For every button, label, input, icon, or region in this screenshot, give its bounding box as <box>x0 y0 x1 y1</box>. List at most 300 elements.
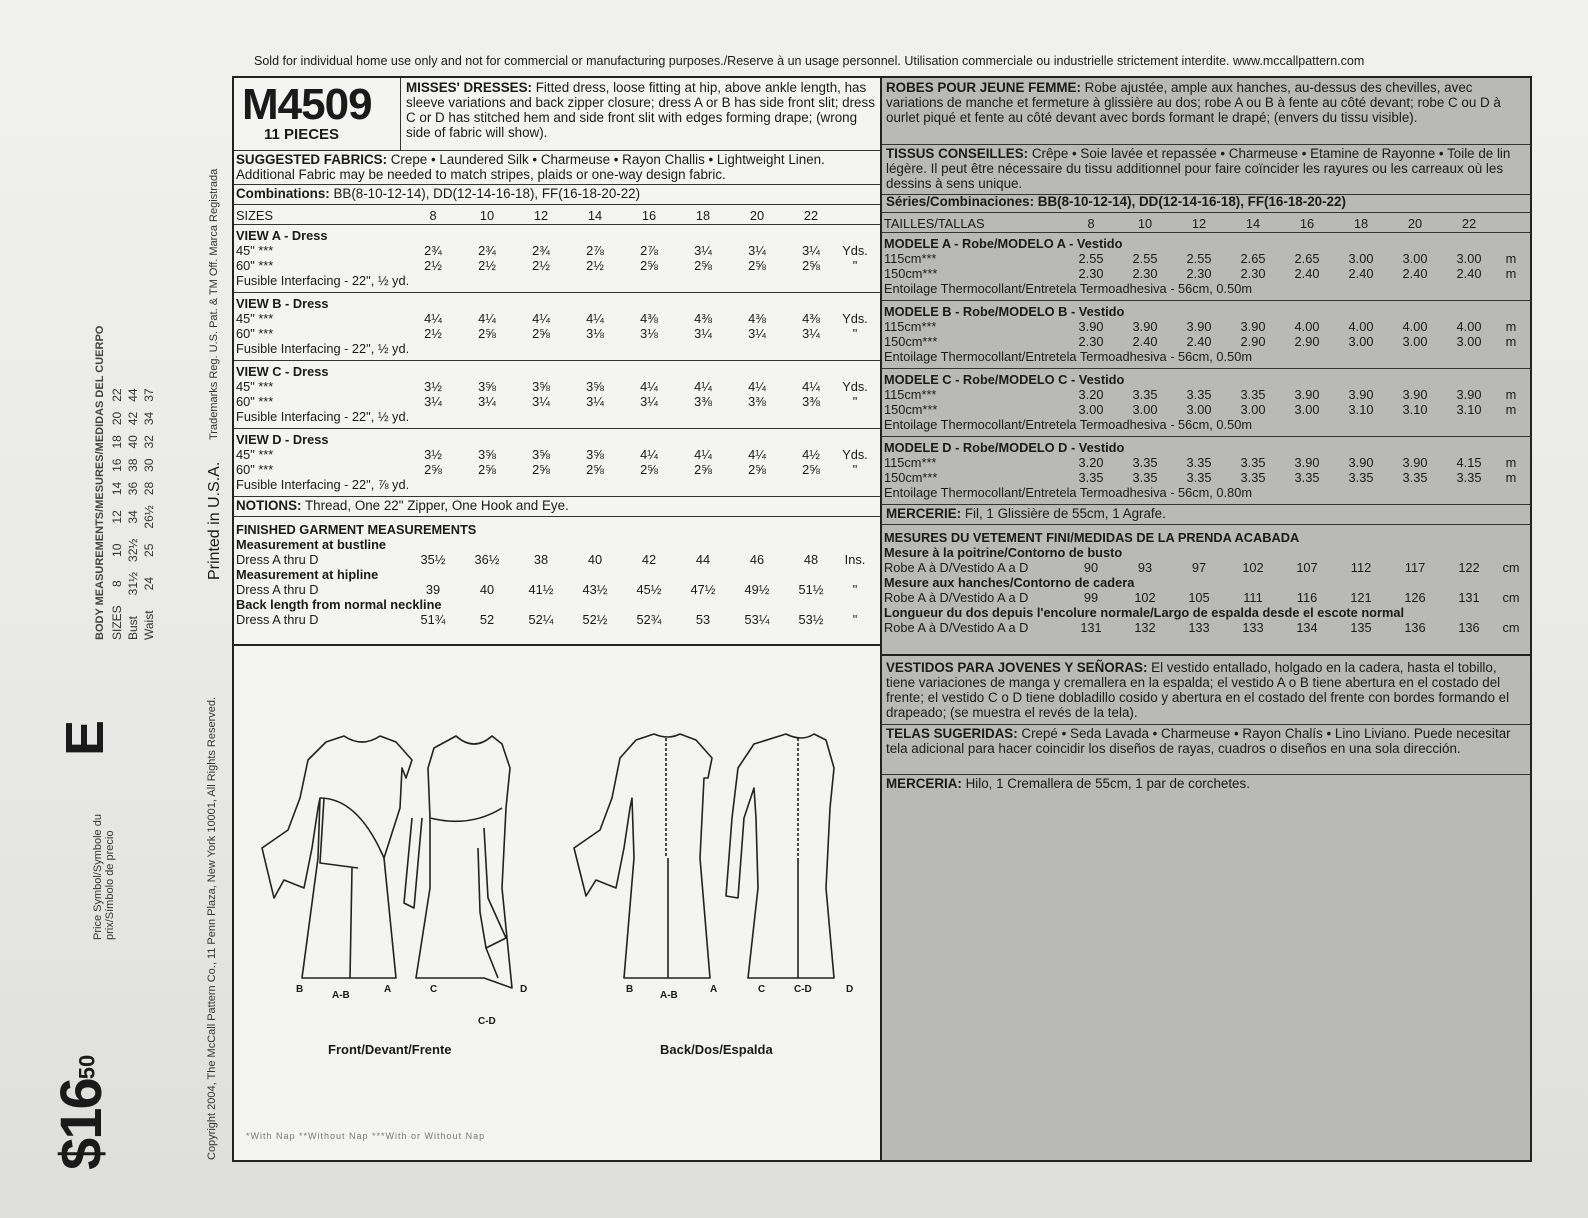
unit-label: cm <box>1502 560 1520 575</box>
measurement-cell: 105 <box>1188 590 1210 605</box>
yardage-cell: 4¼ <box>694 379 712 394</box>
metric-cell: 3.35 <box>1186 470 1212 485</box>
size-cell: 12 <box>533 208 549 223</box>
unit-label: Yds. <box>842 379 868 394</box>
model-title: MODELE B - Robe/MODELO B - Vestido <box>884 304 1125 319</box>
yardage-cell: 3⅝ <box>532 379 550 394</box>
metric-cell: 2.40 <box>1132 334 1158 349</box>
yardage-cell: 2½ <box>586 258 604 273</box>
yardage-cell: 4¼ <box>640 379 658 394</box>
yardage-cell: 3⅜ <box>694 394 712 409</box>
yardage-cell: 2⅝ <box>748 258 766 273</box>
dress-line-drawings <box>234 648 880 1160</box>
fr-fabrics-text: Crêpe • Soie lavée et repassée • Charmeuse • Etamine de Rayonne • Toile de lin légère. Il peut être nécessaire du tissu additionnel pour faire coïncider les rayures ou les carreaux où les dessins à sens unique. <box>886 146 1511 191</box>
view-a-block <box>234 226 880 293</box>
metric-row <box>884 402 1526 417</box>
yardage-cell: 3⅝ <box>586 379 604 394</box>
metric-cell: 4.15 <box>1456 455 1482 470</box>
yardage-cell: 4¼ <box>748 447 766 462</box>
description-title: MISSES' DRESSES: <box>406 80 532 95</box>
size-cell: 10 <box>1137 216 1153 231</box>
fabrics-title: SUGGESTED FABRICS: <box>236 152 388 167</box>
yardage-row <box>236 379 872 394</box>
metric-cell: 3.90 <box>1186 319 1212 334</box>
unit-label: " <box>852 462 858 477</box>
fr-model-b <box>882 302 1530 369</box>
yardage-cell: 3¼ <box>478 394 496 409</box>
metric-cell: 3.10 <box>1402 402 1428 417</box>
measurement-cell: 93 <box>1137 560 1153 575</box>
metric-cell: 4.00 <box>1348 319 1374 334</box>
yardage-cell: 2½ <box>424 258 442 273</box>
body-cell: 28 <box>142 481 156 496</box>
metric-cell: 2.30 <box>1078 334 1104 349</box>
measurement-cell: 131 <box>1080 620 1102 635</box>
measurement-cell: 102 <box>1134 590 1156 605</box>
yardage-cell: 3¼ <box>640 394 658 409</box>
yardage-cell: 3¼ <box>424 394 442 409</box>
yardage-cell: 3⅝ <box>532 447 550 462</box>
metric-cell: 3.90 <box>1294 455 1320 470</box>
measurement-heading: Back length from normal neckline <box>236 597 442 612</box>
label-cd-back: C-D <box>794 984 812 995</box>
size-cell: 14 <box>1245 216 1261 231</box>
body-row-waist <box>142 384 156 644</box>
finished-title: FINISHED GARMENT MEASUREMENTS <box>236 522 477 537</box>
measurement-cell: 99 <box>1083 590 1099 605</box>
measurement-cell: 41½ <box>528 582 554 597</box>
fabric-width: 115cm*** <box>884 319 937 334</box>
measurement-heading: Mesure à la poitrine/Contorno de busto <box>884 545 1123 560</box>
french-spanish-panel <box>880 76 1532 1162</box>
measurement-cell: 40 <box>479 582 495 597</box>
metric-cell: 2.40 <box>1402 266 1428 281</box>
measurement-cell: 126 <box>1404 590 1426 605</box>
metric-cell: 2.30 <box>1078 266 1104 281</box>
measurement-cell: 38 <box>533 552 549 567</box>
metric-cell: 3.90 <box>1402 455 1428 470</box>
size-cell: 8 <box>429 208 437 223</box>
body-cell: 37 <box>142 388 156 402</box>
suggested-fabrics <box>234 152 880 185</box>
measurement-label: Dress A thru D <box>236 552 319 567</box>
unit-label: Yds. <box>842 311 868 326</box>
yardage-cell: 3⅝ <box>478 447 496 462</box>
measurement-row <box>884 560 1526 575</box>
label-c: C <box>430 984 438 995</box>
body-cell: 34 <box>142 411 156 426</box>
body-cell: 32½ <box>126 538 140 562</box>
fr-fabrics-title: TISSUS CONSEILLES: <box>886 146 1029 161</box>
measurement-cell: 131 <box>1458 590 1480 605</box>
yardage-cell: 3⅜ <box>748 394 766 409</box>
body-cell: 31½ <box>126 571 140 596</box>
yardage-cell: 3¼ <box>802 243 820 258</box>
metric-cell: 3.35 <box>1186 455 1212 470</box>
es-description-title: VESTIDOS PARA JOVENES Y SEÑORAS: <box>886 660 1148 675</box>
yardage-cell: 4⅜ <box>802 311 820 326</box>
finished-measurements <box>234 518 880 646</box>
body-cell: 25 <box>142 543 156 557</box>
body-cell: 10 <box>110 543 124 557</box>
label-c-back: C <box>758 984 766 995</box>
front-dress-cd <box>404 736 512 988</box>
measurement-row <box>884 620 1526 635</box>
measurement-cell: 117 <box>1404 560 1426 575</box>
measurement-cell: 136 <box>1458 620 1480 635</box>
yardage-cell: 3¼ <box>694 326 712 341</box>
price-symbol-letter: E <box>55 719 115 756</box>
measurement-cell: 52¾ <box>636 612 662 627</box>
yardage-cell: 4¼ <box>694 447 712 462</box>
measurement-cell: 116 <box>1296 590 1318 605</box>
fabric-width: 150cm*** <box>884 402 938 417</box>
measurement-cell: 46 <box>749 552 765 567</box>
measurement-cell: 53¼ <box>744 612 770 627</box>
view-c-block <box>234 362 880 429</box>
measurement-cell: 44 <box>695 552 711 567</box>
unit-label: m <box>1505 455 1517 470</box>
size-cell: 14 <box>587 208 603 223</box>
unit-label: cm <box>1502 620 1520 635</box>
combinations <box>234 186 880 205</box>
interfacing-note: Entoilage Thermocollant/Entretela Termoadhesiva - 56cm, 0.50m <box>884 281 1252 296</box>
yardage-cell: 2½ <box>424 326 442 341</box>
yardage-cell: 3⅜ <box>802 394 820 409</box>
view-b-block <box>234 294 880 361</box>
price-cents: 50 <box>74 1054 100 1080</box>
fabric-width: 60" *** <box>236 326 274 341</box>
measurement-cell: 51¾ <box>420 612 446 627</box>
yardage-cell: 3⅝ <box>586 447 604 462</box>
measurement-cell: 90 <box>1083 560 1099 575</box>
yardage-cell: 4¼ <box>640 447 658 462</box>
yardage-row <box>236 326 872 341</box>
es-fabrics-text: Crepé • Seda Lavada • Charmeuse • Rayon Chalís • Lino Liviano. Puede necesitar tela adicional para hacer coincidir los diseños de rayas, cuadros o diseños en una sola dirección. <box>886 726 1511 756</box>
size-cell: 22 <box>803 208 819 223</box>
measurement-cell: 35½ <box>420 552 446 567</box>
measurement-cell: 112 <box>1350 560 1372 575</box>
yardage-cell: 2⅝ <box>532 462 550 477</box>
view-title: VIEW D - Dress <box>236 432 329 447</box>
label-a-back: A <box>710 984 718 995</box>
measurement-cell: 133 <box>1188 620 1210 635</box>
metric-cell: 2.55 <box>1186 251 1212 266</box>
metric-cell: 3.10 <box>1348 402 1374 417</box>
yardage-cell: 4⅜ <box>694 311 712 326</box>
yardage-cell: 4¼ <box>748 379 766 394</box>
label-b-back: B <box>626 984 634 995</box>
yardage-cell: 4⅜ <box>748 311 766 326</box>
measurement-cell: 49½ <box>744 582 770 597</box>
measurement-cell: 133 <box>1242 620 1264 635</box>
fr-measures-title: MESURES DU VETEMENT FINI/MEDIDAS DE LA PRENDA ACABADA <box>884 530 1300 545</box>
interfacing-note: Fusible Interfacing - 22", ½ yd. <box>236 273 410 288</box>
es-merceria <box>886 776 1250 791</box>
yardage-cell: 2⅝ <box>694 462 712 477</box>
measurement-label: Robe A à D/Vestido A a D <box>884 590 1029 605</box>
unit-label: m <box>1505 387 1517 402</box>
merceria-text: Hilo, 1 Cremallera de 55cm, 1 par de corchetes. <box>961 776 1250 791</box>
fabric-width: 45" *** <box>236 243 274 258</box>
yardage-cell: 3¼ <box>694 243 712 258</box>
fr-mercerie <box>882 506 1530 525</box>
body-row-bust <box>126 384 140 644</box>
back-dress-ab <box>574 734 712 978</box>
size-cell: 20 <box>1407 216 1423 231</box>
metric-cell: 2.30 <box>1132 266 1158 281</box>
measurement-row <box>236 612 872 627</box>
unit-label: " <box>852 258 858 273</box>
body-cell: 32 <box>142 435 156 449</box>
metric-row <box>884 455 1526 470</box>
metric-cell: 3.35 <box>1132 470 1158 485</box>
size-cell: 10 <box>479 208 495 223</box>
fabric-width: 115cm*** <box>884 455 937 470</box>
yardage-row <box>236 243 872 258</box>
metric-cell: 4.00 <box>1294 319 1320 334</box>
metric-cell: 3.35 <box>1240 470 1266 485</box>
measurement-cell: 42 <box>641 552 657 567</box>
measurement-cell: 121 <box>1350 590 1372 605</box>
fabric-width: 115cm*** <box>884 251 937 266</box>
pattern-number: M4509 <box>242 80 372 129</box>
body-cell: 42 <box>126 411 140 426</box>
yardage-cell: 2¾ <box>478 243 496 258</box>
metric-cell: 3.35 <box>1402 470 1428 485</box>
printed-in: Printed in U.S.A. <box>206 461 223 580</box>
combinations-text: BB(8-10-12-14), DD(12-14-16-18), FF(16-18-20-22) <box>329 186 641 201</box>
unit-label: m <box>1505 470 1517 485</box>
metric-cell: 3.35 <box>1132 455 1158 470</box>
front-caption: Front/Devant/Frente <box>328 1042 452 1057</box>
metric-cell: 3.90 <box>1240 319 1266 334</box>
measurement-label: Dress A thru D <box>236 582 319 597</box>
unit-label: m <box>1505 402 1517 417</box>
metric-cell: 3.00 <box>1294 402 1320 417</box>
metric-cell: 3.35 <box>1240 387 1266 402</box>
unit-label: Yds. <box>842 447 868 462</box>
measurement-cell: 45½ <box>636 582 662 597</box>
interfacing-note: Fusible Interfacing - 22", ½ yd. <box>236 341 410 356</box>
notions-text: Thread, One 22" Zipper, One Hook and Eye. <box>301 498 569 513</box>
body-row-label: Waist <box>142 610 156 640</box>
metric-cell: 3.10 <box>1456 402 1482 417</box>
metric-cell: 2.30 <box>1240 266 1266 281</box>
metric-cell: 3.35 <box>1294 470 1320 485</box>
fr-sizes-row <box>882 214 1530 233</box>
yardage-row <box>236 258 872 273</box>
metric-cell: 3.00 <box>1402 334 1428 349</box>
size-cell: 8 <box>1087 216 1095 231</box>
fabric-width: 150cm*** <box>884 334 938 349</box>
es-fabrics-title: TELAS SUGERIDAS: <box>886 726 1018 741</box>
metric-cell: 3.20 <box>1078 455 1104 470</box>
body-cell: 8 <box>110 580 124 587</box>
sizes-label: SIZES <box>236 208 273 223</box>
yardage-cell: 4½ <box>802 447 820 462</box>
body-measurements-heading: BODY MEASUREMENTS/MESURES/MEDIDAS DEL CUERPO <box>94 325 106 640</box>
measurement-label: Dress A thru D <box>236 612 319 627</box>
body-cell: 38 <box>126 458 140 472</box>
metric-cell: 4.00 <box>1456 319 1482 334</box>
metric-cell: 2.55 <box>1078 251 1104 266</box>
fr-sizes-label: TAILLES/TALLAS <box>884 216 985 231</box>
measurement-cell: 52 <box>479 612 495 627</box>
yardage-cell: 2⅝ <box>694 258 712 273</box>
interfacing-note: Entoilage Thermocollant/Entretela Termoadhesiva - 56cm, 0.80m <box>884 485 1252 500</box>
description-text: Fitted dress, loose fitting at hip, above ankle length, has sleeve variations and back zipper closure; dress A or B has side front slit; dress C or D has stitched hem and side front slit with edges forming drape; (wrong side of fabric will show). <box>406 80 875 140</box>
label-a: A <box>384 984 392 995</box>
yardage-cell: 4¼ <box>424 311 442 326</box>
body-cell: 44 <box>126 388 140 402</box>
yardage-cell: 2⅞ <box>586 243 604 258</box>
yardage-cell: 2⅝ <box>748 462 766 477</box>
fabric-width: 45" *** <box>236 379 274 394</box>
metric-cell: 3.00 <box>1456 251 1482 266</box>
unit-label: m <box>1505 266 1517 281</box>
measurement-cell: 102 <box>1242 560 1264 575</box>
body-cell: 22 <box>110 388 124 402</box>
measurement-cell: 48 <box>803 552 819 567</box>
measurement-cell: 52½ <box>582 612 608 627</box>
yardage-cell: 2⅝ <box>640 462 658 477</box>
measurement-heading: Longueur du dos depuis l'encolure normale/Largo de espalda desde el escote normal <box>884 605 1405 620</box>
metric-cell: 3.35 <box>1240 455 1266 470</box>
fr-model-c <box>882 370 1530 437</box>
fabric-width: 115cm*** <box>884 387 937 402</box>
size-cell: 16 <box>1299 216 1315 231</box>
yardage-cell: 2⅝ <box>586 462 604 477</box>
metric-cell: 2.40 <box>1348 266 1374 281</box>
body-cell: 40 <box>126 435 140 449</box>
metric-cell: 2.55 <box>1132 251 1158 266</box>
metric-cell: 3.00 <box>1240 402 1266 417</box>
metric-cell: 3.35 <box>1348 470 1374 485</box>
view-d-block <box>234 430 880 497</box>
body-cell: 26½ <box>142 505 156 529</box>
yardage-cell: 2⅝ <box>640 258 658 273</box>
usage-note: Sold for individual home use only and not for commercial or manufacturing purposes./Reserve à un usage personnel. Utilisation commerciale ou industrielle strictement interdite. www.mccallpattern.com <box>254 54 1365 68</box>
body-cell: 18 <box>110 435 124 449</box>
metric-cell: 3.20 <box>1078 387 1104 402</box>
metric-cell: 4.00 <box>1402 319 1428 334</box>
metric-cell: 3.35 <box>1078 470 1104 485</box>
model-title: MODELE D - Robe/MODELO D - Vestido <box>884 440 1125 455</box>
measurement-cell: 53 <box>695 612 711 627</box>
mercerie-title: MERCERIE: <box>886 506 962 521</box>
metric-row <box>884 334 1526 349</box>
yardage-cell: 2⅝ <box>802 462 820 477</box>
unit-label: Ins. <box>844 552 866 567</box>
interfacing-note: Entoilage Thermocollant/Entretela Termoadhesiva - 56cm, 0.50m <box>884 417 1252 432</box>
metric-cell: 3.90 <box>1402 387 1428 402</box>
left-strip <box>40 80 230 1180</box>
model-title: MODELE A - Robe/MODELO A - Vestido <box>884 236 1123 251</box>
measurement-cell: 136 <box>1404 620 1426 635</box>
yardage-cell: 2⅝ <box>478 462 496 477</box>
merceria-title: MERCERIA: <box>886 776 962 791</box>
yardage-cell: 2¾ <box>532 243 550 258</box>
pieces-count: 11 PIECES <box>264 126 340 143</box>
yardage-cell: 2½ <box>478 258 496 273</box>
metric-cell: 2.65 <box>1294 251 1320 266</box>
metric-cell: 3.00 <box>1456 334 1482 349</box>
metric-cell: 3.00 <box>1348 334 1374 349</box>
measurement-row <box>884 590 1526 605</box>
fr-description-title: ROBES POUR JEUNE FEMME: <box>886 80 1081 95</box>
yardage-cell: 3¼ <box>802 326 820 341</box>
body-row-label: Bust <box>126 615 140 640</box>
metric-cell: 3.00 <box>1402 251 1428 266</box>
yardage-cell: 3½ <box>424 447 442 462</box>
measurement-cell: 135 <box>1350 620 1372 635</box>
metric-cell: 3.35 <box>1132 387 1158 402</box>
interfacing-note: Fusible Interfacing - 22", ⅞ yd. <box>236 477 410 492</box>
measurement-cell: 47½ <box>690 582 716 597</box>
unit-label: " <box>852 326 858 341</box>
yardage-cell: 3⅛ <box>640 326 658 341</box>
measurement-heading: Measurement at bustline <box>236 537 387 552</box>
price-value: $16 <box>49 1079 114 1170</box>
measurement-row <box>236 582 872 597</box>
es-fabrics <box>882 724 1530 775</box>
yardage-cell: 3¼ <box>586 394 604 409</box>
yardage-cell: 3½ <box>424 379 442 394</box>
measurement-cell: 122 <box>1458 560 1480 575</box>
yardage-cell: 2⅝ <box>424 462 442 477</box>
label-d: D <box>520 984 528 995</box>
metric-cell: 2.40 <box>1456 266 1482 281</box>
technical-drawings <box>234 648 880 1160</box>
yardage-cell: 3⅛ <box>586 326 604 341</box>
label-d-back: D <box>846 984 854 995</box>
size-cell: 18 <box>695 208 711 223</box>
yardage-cell: 4¼ <box>532 311 550 326</box>
metric-cell: 2.90 <box>1240 334 1266 349</box>
sizes-row <box>234 206 880 225</box>
measurement-cell: 111 <box>1243 590 1263 605</box>
metric-cell: 3.00 <box>1132 402 1158 417</box>
unit-label: " <box>852 394 858 409</box>
metric-cell: 3.90 <box>1294 387 1320 402</box>
measurement-cell: 36½ <box>474 552 500 567</box>
measurement-cell: 53½ <box>798 612 824 627</box>
fr-description <box>882 78 1530 145</box>
fr-combinations: Séries/Combinaciones: BB(8-10-12-14), DD(12-14-16-18), FF(16-18-20-22) <box>882 194 1530 213</box>
metric-cell: 3.35 <box>1186 387 1212 402</box>
fabric-width: 60" *** <box>236 258 274 273</box>
interfacing-note: Fusible Interfacing - 22", ½ yd. <box>236 409 410 424</box>
body-row-label: SIZES <box>110 605 124 640</box>
yardage-cell: 3⅝ <box>478 379 496 394</box>
es-description-text: El vestido entallado, holgado en la cadera, hasta el tobillo, tiene variaciones de manga y cremallera en la espalda; el vestido A o B tiene abertura en el costado del frente; el vestido C o D tiene dobladillo cosido y abertura en el costado del frente con bordes formando el drapeado; (se muestra el revés de la tela). <box>886 660 1510 720</box>
body-row-sizes <box>110 384 124 644</box>
fabric-width: 150cm*** <box>884 470 938 485</box>
unit-label: m <box>1505 319 1517 334</box>
yardage-cell: 3¼ <box>532 394 550 409</box>
body-cell: 14 <box>110 481 124 496</box>
unit-label: " <box>852 612 858 627</box>
unit-label: m <box>1505 251 1517 266</box>
unit-label: " <box>852 582 858 597</box>
fabric-width: 60" *** <box>236 462 274 477</box>
measurement-heading: Measurement at hipline <box>236 567 379 582</box>
metric-cell: 3.90 <box>1078 319 1104 334</box>
size-cell: 12 <box>1191 216 1207 231</box>
size-cell: 20 <box>749 208 765 223</box>
yardage-row <box>236 311 872 326</box>
